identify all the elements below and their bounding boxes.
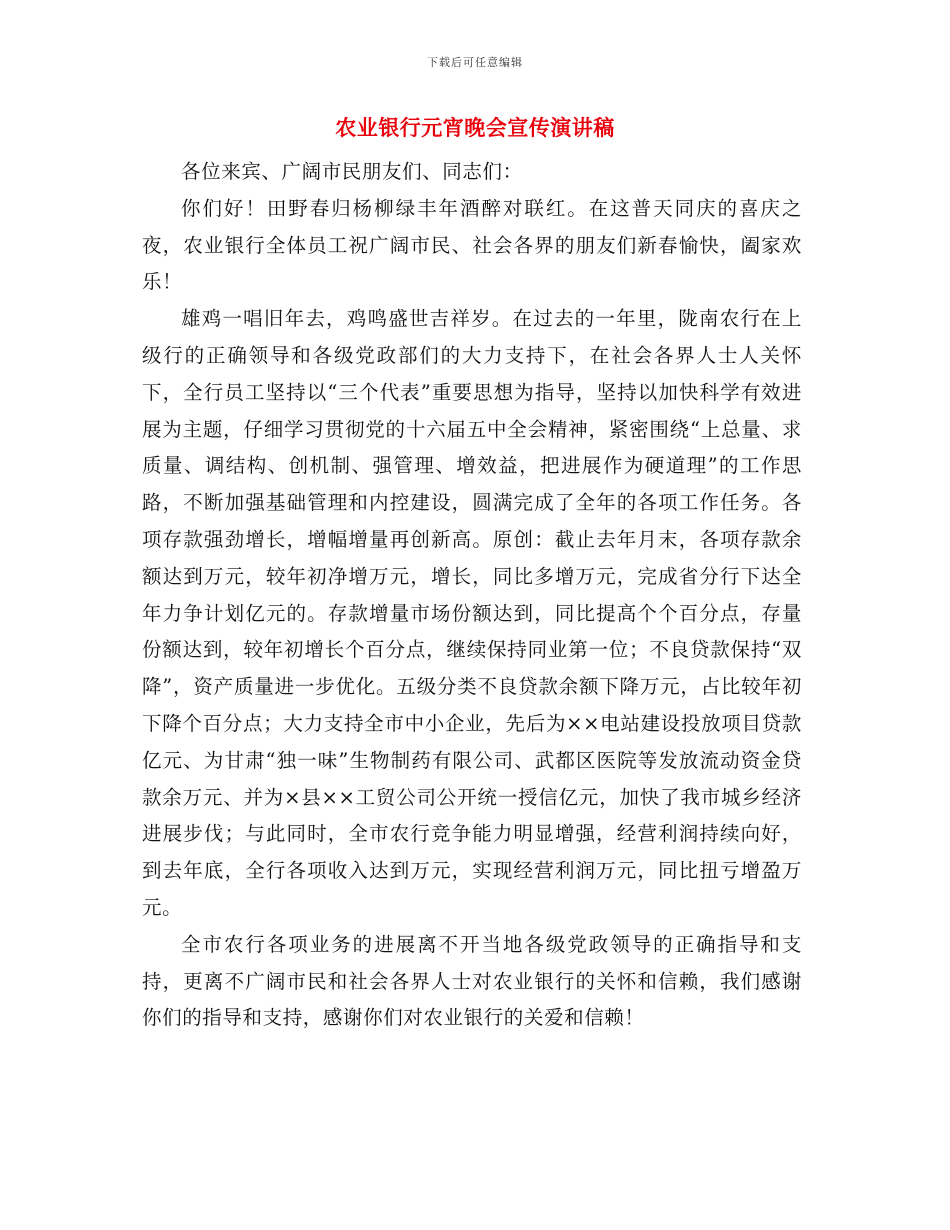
document-body — [142, 154, 802, 1037]
document-title: 农业银行元宵晚会宣传演讲稿 — [335, 115, 615, 140]
paragraph-annual-review: 雄鸡一唱旧年去，鸡鸣盛世吉祥岁。在过去的一年里，陇南农行在上级行的正确领导和各级党政部们的大力支持下，在社会各界人士人关怀下，全行员工坚持以“三个代表”重要思想为指导，坚持以加快科学有效进展为主题，仔细学习贯彻党的十六届五中全会精神，紧密围绕“上总量、求质量、调结构、创机制、强管理、增效益，把进展作为硬道理”的工作思路，不断加强基础管理和内控建设，圆满完成了全年的各项工作任务。各项存款强劲增长，增幅增量再创新高。原创：截止去年月末，各项存款余额达到万元，较年初净增万元，增长，同比多增万元，完成省分行下达全年力争计划亿元的。存款增量市场份额达到，同比提高个个百分点，存量份额达到，较年初增长个百分点，继续保持同业第一位；不良贷款保持“双降”，资产质量进一步优化。五级分类不良贷款余额下降万元，占比较年初下降个百分点；大力支持全市中小企业，先后为××电站建设投放项目贷款亿元、为甘肃“独一味”生物制药有限公司、武都区医院等发放流动资金贷款余万元、并为×县××工贸公司公开统一授信亿元，加快了我市城乡经济进展步伐；与此同时，全市农行竞争能力明显增强，经营利润持续向好，到去年底，全行各项收入达到万元，实现经营利润万元，同比扭亏增盈万元。 — [142, 307, 802, 919]
paragraph-greeting: 各位来宾、广阔市民朋友们、同志们： — [181, 160, 523, 183]
paragraph-new-year-wishes: 你们好！田野春归杨柳绿丰年酒醉对联红。在这普天同庆的喜庆之夜，农业银行全体员工祝广阔市民、社会各界的朋友们新春愉快，阖家欢乐！ — [142, 196, 802, 294]
header-note: 下载后可任意编辑 — [427, 56, 523, 69]
paragraph-thanks: 全市农行各项业务的进展离不开当地各级党政领导的正确指导和支持，更离不广阔市民和社会各界人士对农业银行的关怀和信赖，我们感谢你们的指导和支持，感谢你们对农业银行的关爱和信赖！ — [142, 932, 802, 1030]
